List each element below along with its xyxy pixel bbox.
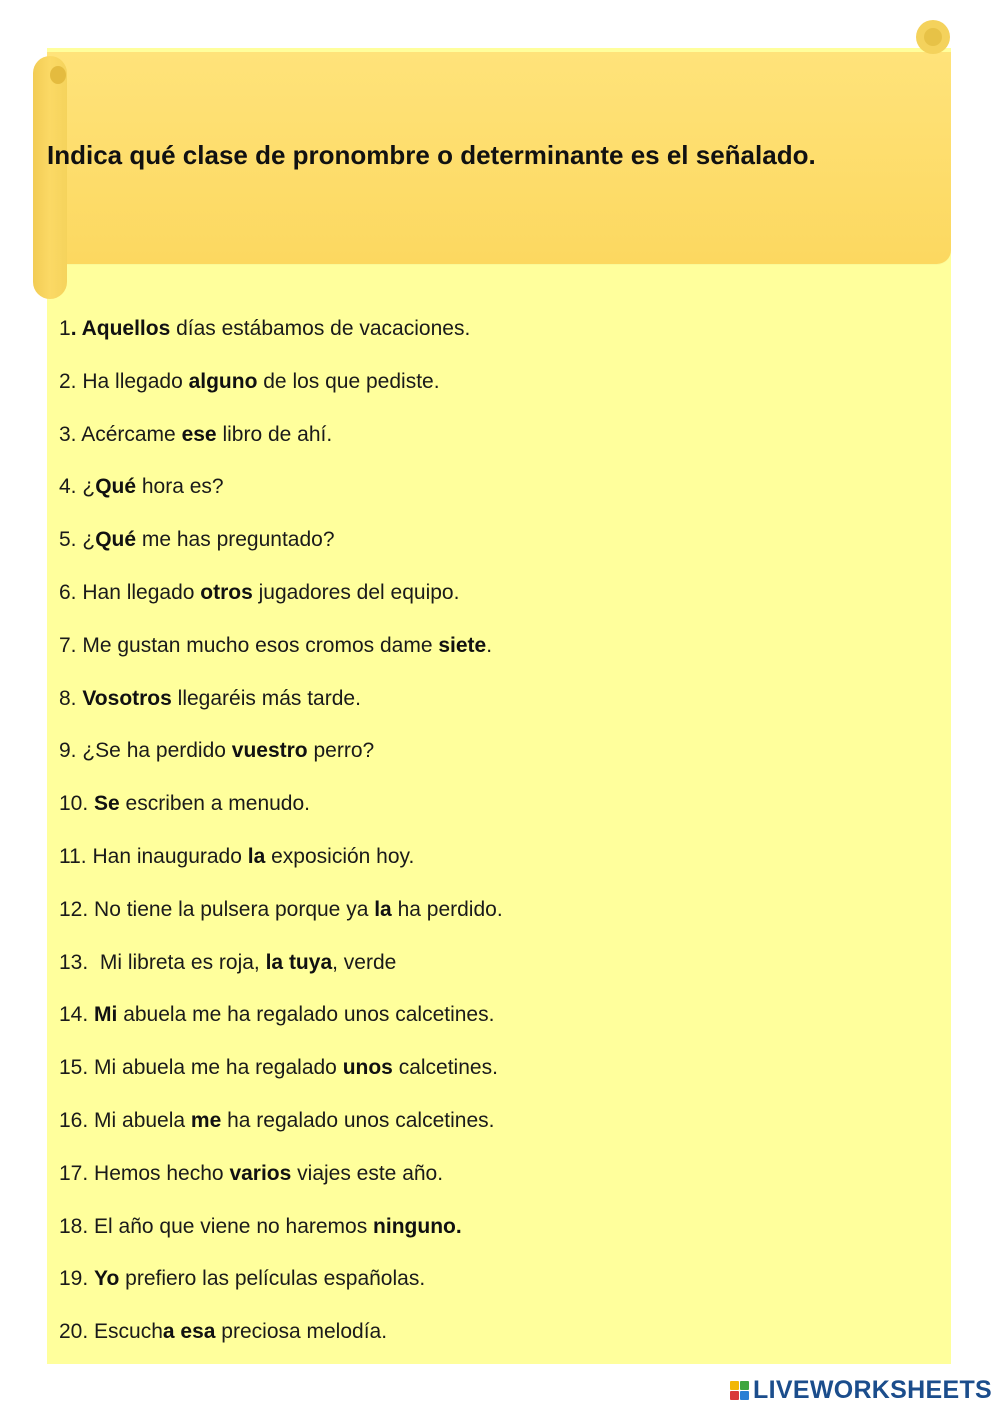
question-text: . (486, 633, 493, 657)
question-text: jugadores del equipo. (252, 580, 460, 604)
question-item (59, 1159, 503, 1212)
question-text: 13. Mi libreta es roja, (59, 950, 266, 974)
question-text: perro? (307, 739, 375, 763)
highlighted-word: Mi (94, 1003, 118, 1027)
question-text: días estábamos de vacaciones. (170, 317, 471, 340)
question-text: 12. No tiene la pulsera porque ya (59, 897, 375, 921)
question-text: 9. ¿Se ha perdido (59, 739, 232, 763)
question-item (59, 367, 503, 420)
question-text: preciosa melodía. (215, 1320, 388, 1344)
question-text: 2. Ha llegado (59, 369, 189, 393)
liveworksheets-icon (730, 1381, 749, 1400)
question-text: 6. Han llegado (59, 580, 201, 604)
question-item (59, 420, 503, 473)
question-item (59, 1212, 503, 1265)
scroll-curl-top-right (916, 20, 950, 54)
question-item (59, 1000, 503, 1053)
question-item (59, 525, 503, 578)
highlighted-word: ese (181, 422, 217, 446)
question-item (59, 789, 503, 842)
question-text: 10. (59, 792, 95, 816)
question-item (59, 314, 503, 367)
highlighted-word: alguno (188, 369, 258, 393)
question-text: 18. El año que viene no haremos (59, 1214, 374, 1238)
question-item (59, 895, 503, 948)
question-text: 14. (59, 1003, 95, 1027)
highlighted-word: la (247, 844, 266, 868)
question-text: ha regalado unos calcetines. (221, 1108, 495, 1132)
question-text: escriben a menudo. (119, 792, 311, 816)
scroll-roll-left (33, 56, 67, 299)
question-text: 5. ¿ (59, 528, 96, 552)
question-item (59, 736, 503, 789)
question-text: abuela me ha regalado unos calcetines. (117, 1003, 495, 1027)
highlighted-word: Qué (95, 528, 137, 552)
highlighted-word: . Aquellos (70, 317, 171, 340)
question-text: 11. Han inaugurado (59, 844, 248, 868)
question-item (59, 948, 503, 1001)
highlighted-word: Se (94, 792, 120, 816)
question-item (59, 1106, 503, 1159)
question-item (59, 684, 503, 737)
question-text: 3. Acércame (59, 422, 182, 446)
question-text: 20. Escuch (59, 1320, 163, 1344)
highlighted-word: la tuya (265, 950, 333, 974)
question-text: llegaréis más tarde. (171, 686, 361, 710)
highlighted-word: siete (438, 633, 487, 657)
question-text: viajes este año. (291, 1161, 444, 1185)
highlighted-word: vuestro (231, 739, 308, 763)
question-item (59, 578, 503, 631)
question-text: 19. (59, 1267, 95, 1291)
question-text: 4. ¿ (59, 475, 96, 499)
question-item (59, 472, 503, 525)
highlighted-word: me (190, 1108, 222, 1132)
highlighted-word: la (374, 897, 392, 921)
liveworksheets-logo[interactable] (730, 1376, 992, 1405)
question-text: libro de ahí. (216, 422, 333, 446)
highlighted-word: Vosotros (82, 686, 172, 710)
question-text: 15. Mi abuela me ha regalado (59, 1056, 343, 1080)
highlighted-word: unos (342, 1056, 393, 1080)
highlighted-word: otros (200, 580, 253, 604)
question-text: exposición hoy. (265, 844, 415, 868)
question-text: 17. Hemos hecho (59, 1161, 230, 1185)
question-text: prefiero las películas españolas. (119, 1267, 426, 1291)
question-text: calcetines. (392, 1056, 498, 1080)
highlighted-word: a esa (162, 1320, 216, 1344)
question-text: me has preguntado? (136, 528, 335, 552)
logo-text: LIVEWORKSHEETS (753, 1376, 992, 1404)
highlighted-word: Qué (95, 475, 137, 499)
question-list (59, 314, 503, 1370)
question-text: ha perdido. (391, 897, 503, 921)
question-text: 16. Mi abuela (59, 1108, 191, 1132)
page-title: Indica qué clase de pronombre o determinante es el señalado. (47, 140, 816, 170)
question-text: hora es? (136, 475, 224, 499)
question-item (59, 842, 503, 895)
question-text: 8. (59, 686, 83, 710)
question-item (59, 1317, 503, 1370)
question-text: 1 (59, 317, 71, 340)
highlighted-word: varios (229, 1161, 292, 1185)
question-item (59, 1053, 503, 1106)
question-item (59, 1264, 503, 1317)
question-text: 7. Me gustan mucho esos cromos dame (59, 633, 439, 657)
question-text: , verde (332, 950, 397, 974)
highlighted-word: Yo (94, 1267, 120, 1291)
question-item (59, 631, 503, 684)
highlighted-word: ninguno. (373, 1214, 462, 1238)
question-text: de los que pediste. (257, 369, 440, 393)
